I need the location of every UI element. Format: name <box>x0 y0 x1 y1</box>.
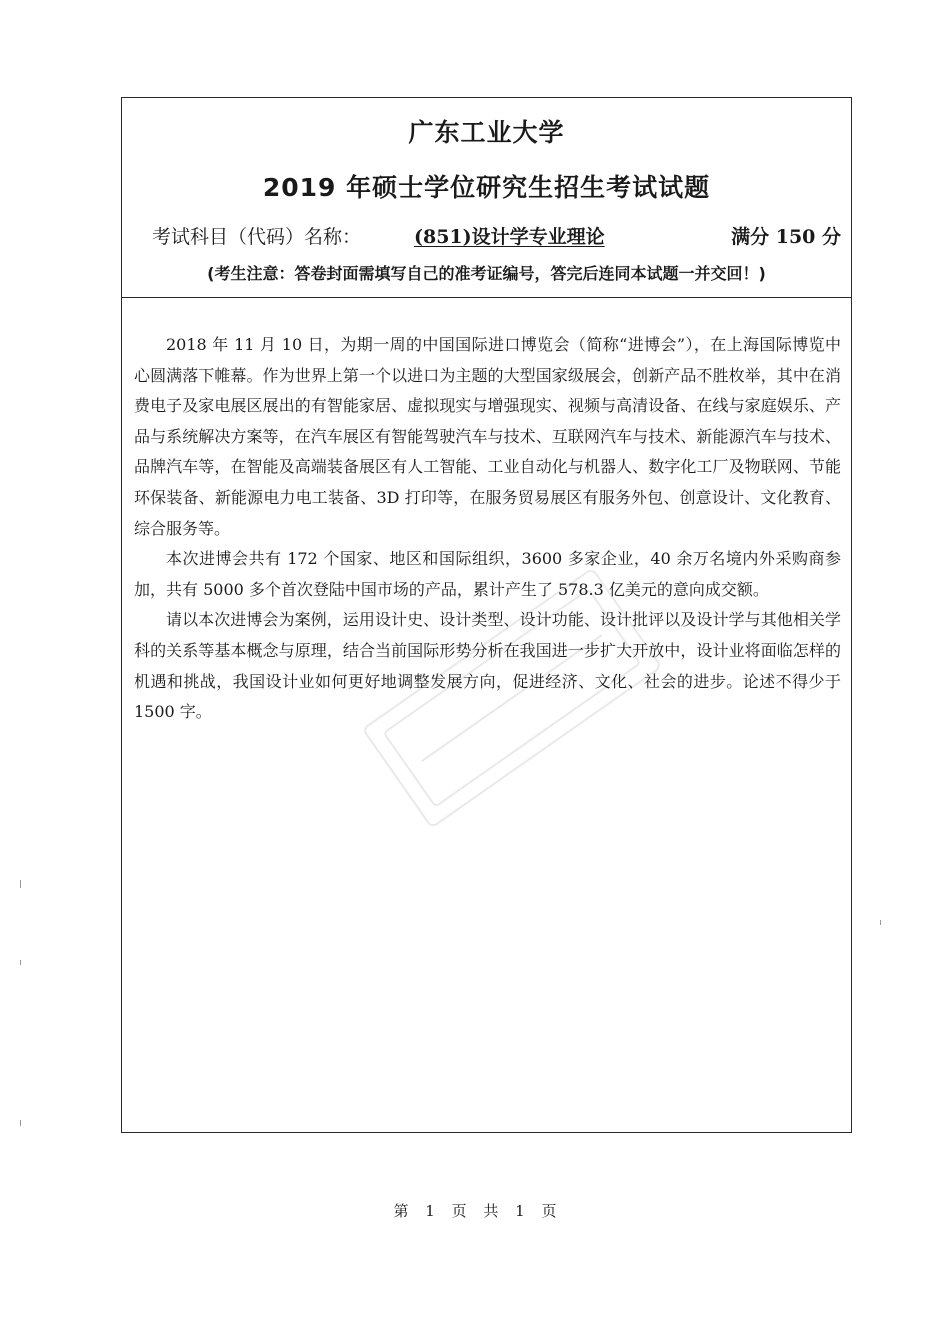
candidate-notice: (考生注意：答卷封面需填写自己的准考证编号，答完后连同本试题一并交回！) <box>207 264 766 283</box>
paragraph-1: 2018 年 11 月 10 日，为期一周的中国国际进口博览会（简称“进博会”），在上海国际博览中心圆满落下帷幕。作为世界上第一个以进口为主题的大型国家级展会，创新产品不胜枚举，其中在消费电子及家电展区展出的有智能家居、虚拟现实与增强现实、视频与高清设备、在线与家庭娱乐、产品与系统解决方案等，在汽车展区有智能驾驶汽车与技术、互联网汽车与技术、新能源汽车与技术、品牌汽车等，在智能及高端装备展区有人工智能、工业自动化与机器人、数字化工厂及物联网、节能环保装备、新能源电力电工装备、3D 打印等，在服务贸易展区有服务外包、创意设计、文化教育、综合服务等。 <box>134 335 841 538</box>
university-title: 广东工业大学 <box>408 118 565 147</box>
subject-row <box>152 222 841 250</box>
exam-title: 2019 年硕士学位研究生招生考试试题 <box>262 173 711 202</box>
exam-frame <box>121 97 852 1133</box>
full-score: 满分 150 分 <box>731 226 841 248</box>
question-body <box>134 330 841 728</box>
subject-label: 考试科目（代码）名称： <box>152 226 362 248</box>
paragraph-2: 本次进博会共有 172 个国家、地区和国际组织，3600 多家企业，40 余万名境内外采购商参加，共有 5000 多个首次登陆中国市场的产品，累计产生了 578.3 亿美元的意向成交额。 <box>134 549 841 599</box>
page-footer: 第 1 页 共 1 页 <box>393 1202 557 1220</box>
subject-name: (851)设计学专业理论 <box>414 226 605 248</box>
paragraph-3: 请以本次进博会为案例，运用设计史、设计类型、设计功能、设计批评以及设计学与其他相关学科的关系等基本概念与原理，结合当前国际形势分析在我国进一步扩大开放中，设计业将面临怎样的机遇和挑战，我国设计业如何更好地调整发展方向，促进经济、文化、社会的进步。论述不得少于 1500 字。 <box>134 610 841 722</box>
exam-header <box>122 98 851 298</box>
